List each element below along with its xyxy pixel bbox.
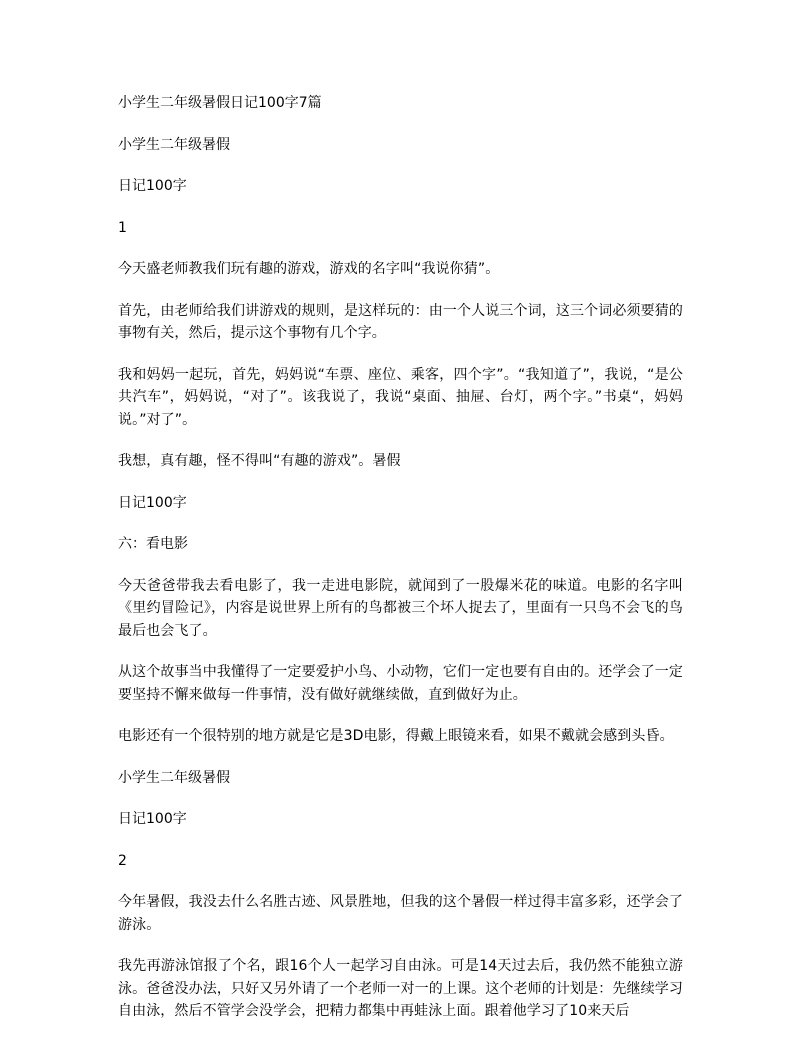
paragraph: 我和妈妈一起玩，首先，妈妈说“车票、座位、乘客，四个字”。“我知道了”，我说，“是公共汽车”，妈妈说，“对了”。该我说了，我说“桌面、抽屉、台灯，两个字。”书桌“，妈妈说。”对了”。 — [118, 366, 683, 428]
paragraph: 我先再游泳馆报了个名，跟16个人一起学习自由泳。可是14天过去后，我仍然不能独立游泳。爸爸没办法，只好又另外请了一个老师一对一的上课。这个老师的计划是：先继续学习自由泳，然后不管学会没学会，把精力都集中再蛙泳上面。跟着他学习了10来天后 — [118, 958, 683, 1019]
entry-number: 2 — [118, 852, 127, 869]
section-heading: 小学生二年级暑假 — [118, 136, 230, 153]
paragraph: 我想，真有趣，怪不得叫“有趣的游戏”。暑假 — [118, 453, 401, 469]
section-subheading: 日记100字 — [118, 494, 187, 511]
document-title: 小学生二年级暑假日记100字7篇 — [118, 95, 322, 111]
paragraph: 今天爸爸带我去看电影了，我一走进电影院，就闻到了一股爆米花的味道。电影的名字叫《里约冒险记》，内容是说世界上所有的鸟都被三个坏人捉去了，里面有一只鸟不会飞的鸟最后也会飞了。 — [118, 577, 683, 639]
paragraph: 从这个故事当中我懂得了一定要爱护小鸟、小动物，它们一定也要有自由的。还学会了一定要坚持不懈来做每一件事情，没有做好就继续做，直到做好为止。 — [118, 664, 683, 703]
paragraph: 今天盛老师教我们玩有趣的游戏，游戏的名字叫“我说你猜”。 — [118, 261, 500, 277]
paragraph: 首先，由老师给我们讲游戏的规则，是这样玩的：由一个人说三个词，这三个词必须要猜的事物有关，然后，提示这个事物有几个字。 — [118, 302, 683, 341]
section-subheading: 日记100字 — [118, 811, 187, 827]
section-subheading: 日记100字 — [118, 178, 187, 194]
entry-subtitle: 六：看电影 — [118, 536, 188, 552]
section-heading: 小学生二年级暑假 — [118, 769, 230, 786]
entry-number: 1 — [118, 219, 127, 236]
paragraph: 电影还有一个很特别的地方就是它是3D电影，得戴上眼镜来看，如果不戴就会感到头昏。 — [118, 728, 674, 744]
document-body — [118, 92, 683, 1042]
paragraph: 今年暑假，我没去什么名胜古迹、风景胜地，但我的这个暑假一样过得丰富多彩，还学会了游泳。 — [118, 894, 683, 933]
